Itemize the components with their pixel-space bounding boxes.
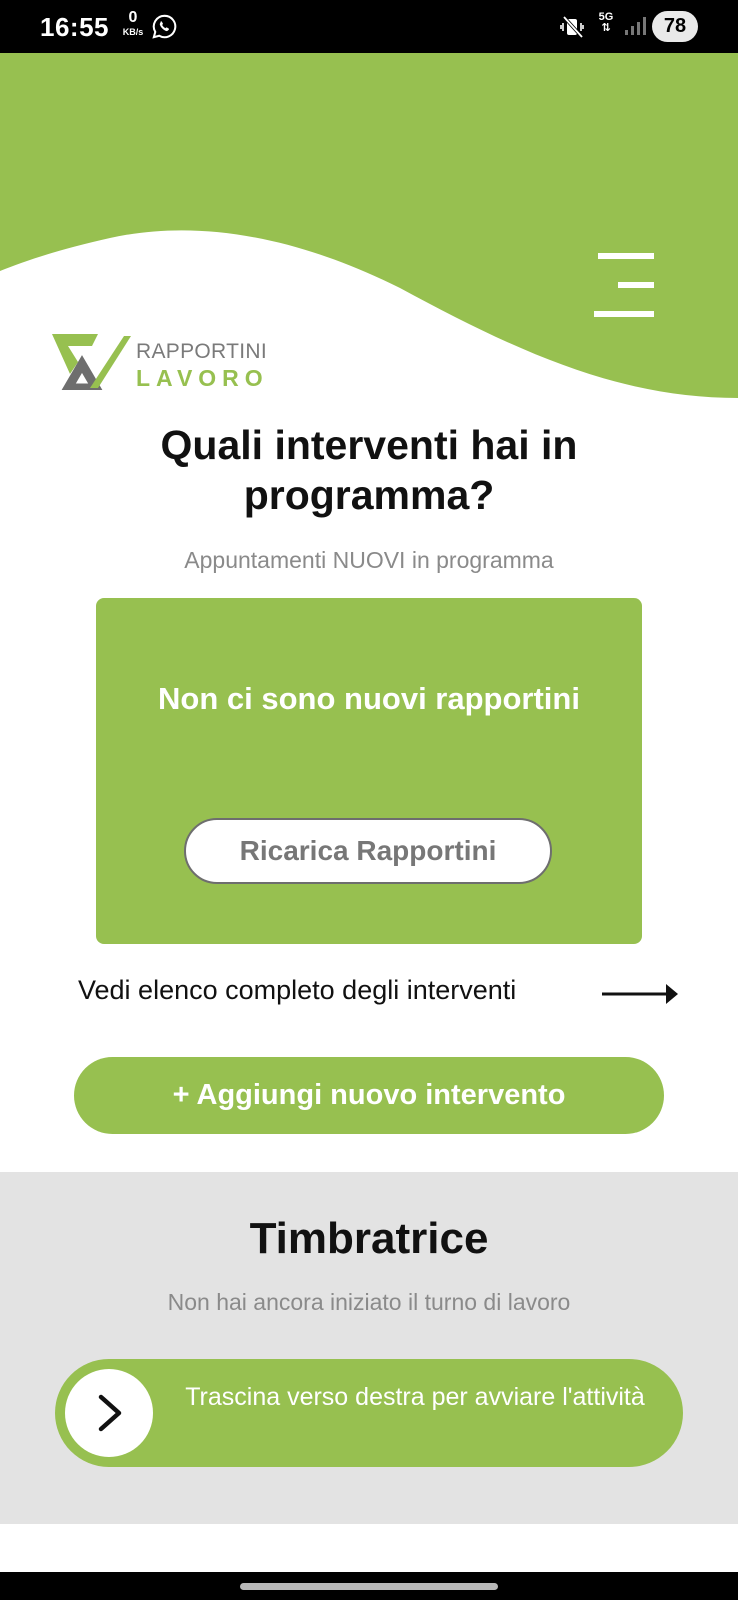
slider-handle[interactable] xyxy=(65,1369,153,1457)
page-title: Quali interventi hai in programma? xyxy=(160,422,578,518)
chevron-right-icon xyxy=(93,1393,127,1433)
logo-text-rapportini: RAPPORTINI xyxy=(136,340,267,363)
start-shift-slider[interactable] xyxy=(55,1359,683,1467)
logo-mark-icon xyxy=(52,334,132,390)
slider-instruction: Trascina verso destra per avviare l'attività xyxy=(185,1383,645,1411)
network-speed-unit: KB/s xyxy=(122,27,144,37)
timbratrice-title: Timbratrice xyxy=(249,1214,489,1263)
app-logo xyxy=(52,334,312,394)
empty-state-message: Non ci sono nuovi rapportini xyxy=(158,681,580,716)
menu-line xyxy=(594,311,654,317)
status-time: 16:55 xyxy=(40,12,109,42)
logo-text-lavoro: LAVORO xyxy=(136,365,269,391)
reload-reports-button[interactable]: Ricarica Rapportini xyxy=(184,818,552,884)
battery-indicator: 78 xyxy=(652,11,698,42)
view-all-interventions-label: Vedi elenco completo degli interventi xyxy=(78,975,517,1005)
next-section-peek xyxy=(0,1524,738,1572)
app-header xyxy=(0,53,738,398)
timbratrice-status: Non hai ancora iniziato il turno di lavoro xyxy=(167,1289,571,1315)
menu-line xyxy=(618,282,654,288)
status-bar xyxy=(0,0,738,53)
view-all-interventions-link[interactable] xyxy=(78,975,678,1015)
home-gesture-handle[interactable] xyxy=(240,1583,498,1590)
page-subtitle: Appuntamenti NUOVI in programma xyxy=(184,547,554,573)
system-navigation-bar xyxy=(0,1572,738,1600)
network-type-label: 5G xyxy=(598,11,614,23)
network-speed-value: 0 xyxy=(128,9,138,26)
network-speed xyxy=(118,10,148,37)
data-arrows-icon: ⇅ xyxy=(601,22,611,34)
empty-state-card xyxy=(96,598,642,944)
add-intervention-button[interactable]: + Aggiungi nuovo intervento xyxy=(74,1057,664,1134)
hamburger-menu-icon[interactable] xyxy=(590,253,656,325)
network-type xyxy=(596,12,616,34)
timbratrice-section xyxy=(0,1172,738,1524)
signal-icon xyxy=(624,16,646,36)
vibrate-mute-icon xyxy=(560,15,586,39)
arrow-right-icon xyxy=(600,981,680,1007)
menu-line xyxy=(598,253,654,259)
whatsapp-icon xyxy=(151,13,178,40)
